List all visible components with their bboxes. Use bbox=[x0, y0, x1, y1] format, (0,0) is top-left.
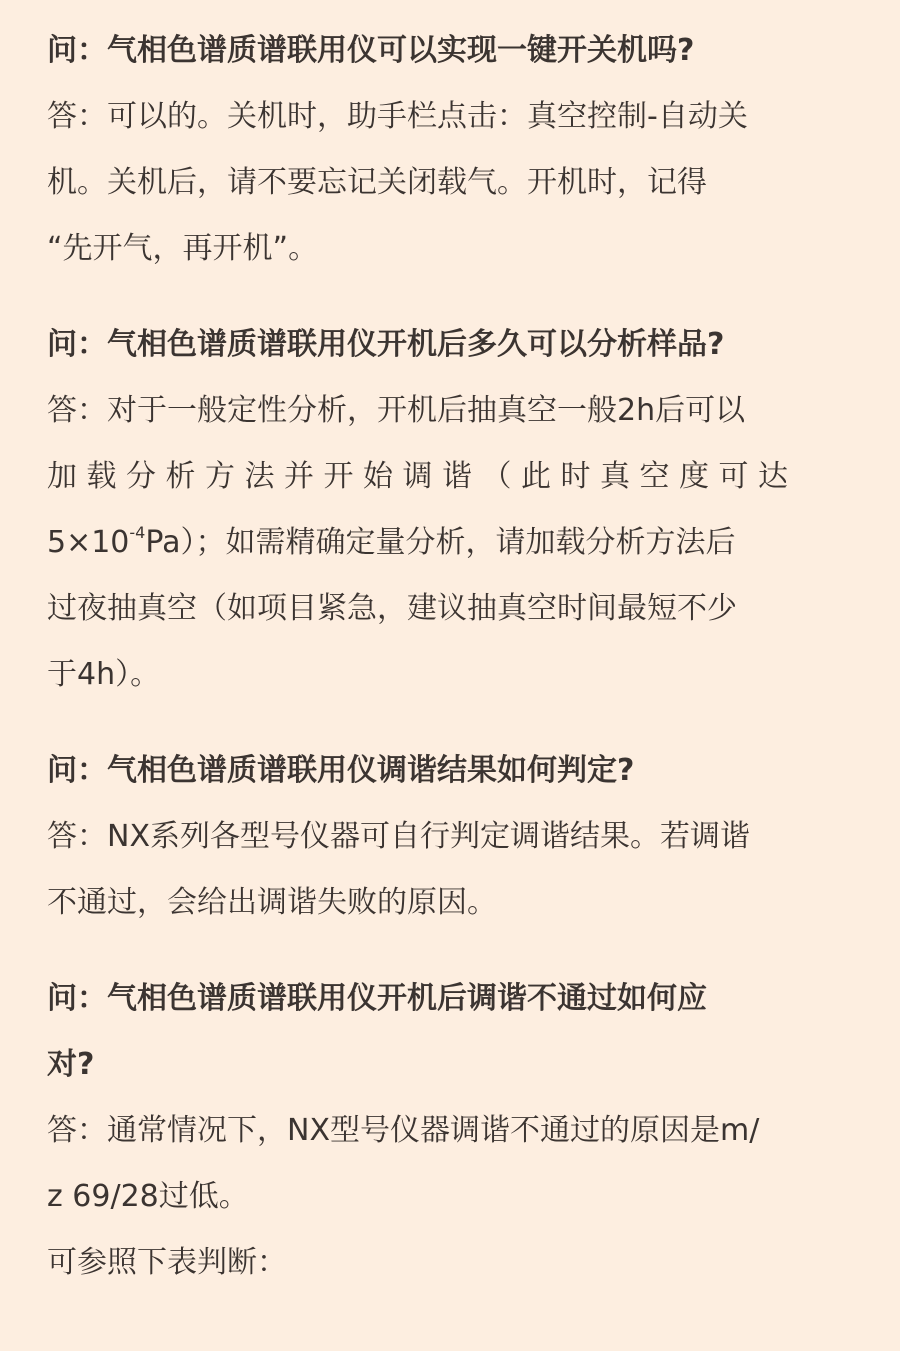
answer-line: 可参照下表判断： bbox=[47, 1245, 287, 1280]
question-text: 问：气相色谱质谱联用仪调谐结果如何判定? bbox=[47, 753, 635, 788]
answer-line: 加载分析方法并开始调谐（此时真空度可达 bbox=[47, 459, 798, 494]
superscript-exponent: -4 bbox=[129, 523, 146, 542]
faq-item bbox=[47, 18, 855, 282]
answer-line: 答：对于一般定性分析，开机后抽真空一般2h后可以 bbox=[47, 393, 746, 428]
answer-line: “先开气，再开机”。 bbox=[47, 231, 319, 266]
answer-line: 于4h）。 bbox=[47, 657, 161, 692]
faq-item bbox=[47, 966, 855, 1296]
answer-line: 机。关机后，请不要忘记关闭载气。开机时，记得 bbox=[47, 165, 707, 200]
answer-segment: Pa）；如需精确定量分析，请加载分析方法后 bbox=[145, 525, 736, 560]
question-text: 对? bbox=[47, 1047, 95, 1082]
faq-item bbox=[47, 312, 855, 708]
answer-segment: 5×10 bbox=[47, 525, 130, 560]
answer-line: z 69/28过低。 bbox=[47, 1179, 249, 1214]
answer-line: 不通过，会给出调谐失败的原因。 bbox=[47, 885, 497, 920]
answer-line: 答：通常情况下，NX型号仪器调谐不通过的原因是m/ bbox=[47, 1113, 760, 1148]
answer-line: 答：可以的。关机时，助手栏点击：真空控制-自动关 bbox=[47, 99, 748, 134]
answer-line bbox=[47, 510, 855, 576]
question-text: 问：气相色谱质谱联用仪开机后多久可以分析样品? bbox=[47, 327, 725, 362]
question-text: 问：气相色谱质谱联用仪开机后调谐不通过如何应 bbox=[47, 981, 707, 1016]
answer-line: 过夜抽真空（如项目紧急，建议抽真空时间最短不少 bbox=[47, 591, 737, 626]
question-text: 问：气相色谱质谱联用仪可以实现一键开关机吗? bbox=[47, 33, 695, 68]
answer-line: 答：NX系列各型号仪器可自行判定调谐结果。若调谐 bbox=[47, 819, 750, 854]
faq-item bbox=[47, 738, 855, 936]
